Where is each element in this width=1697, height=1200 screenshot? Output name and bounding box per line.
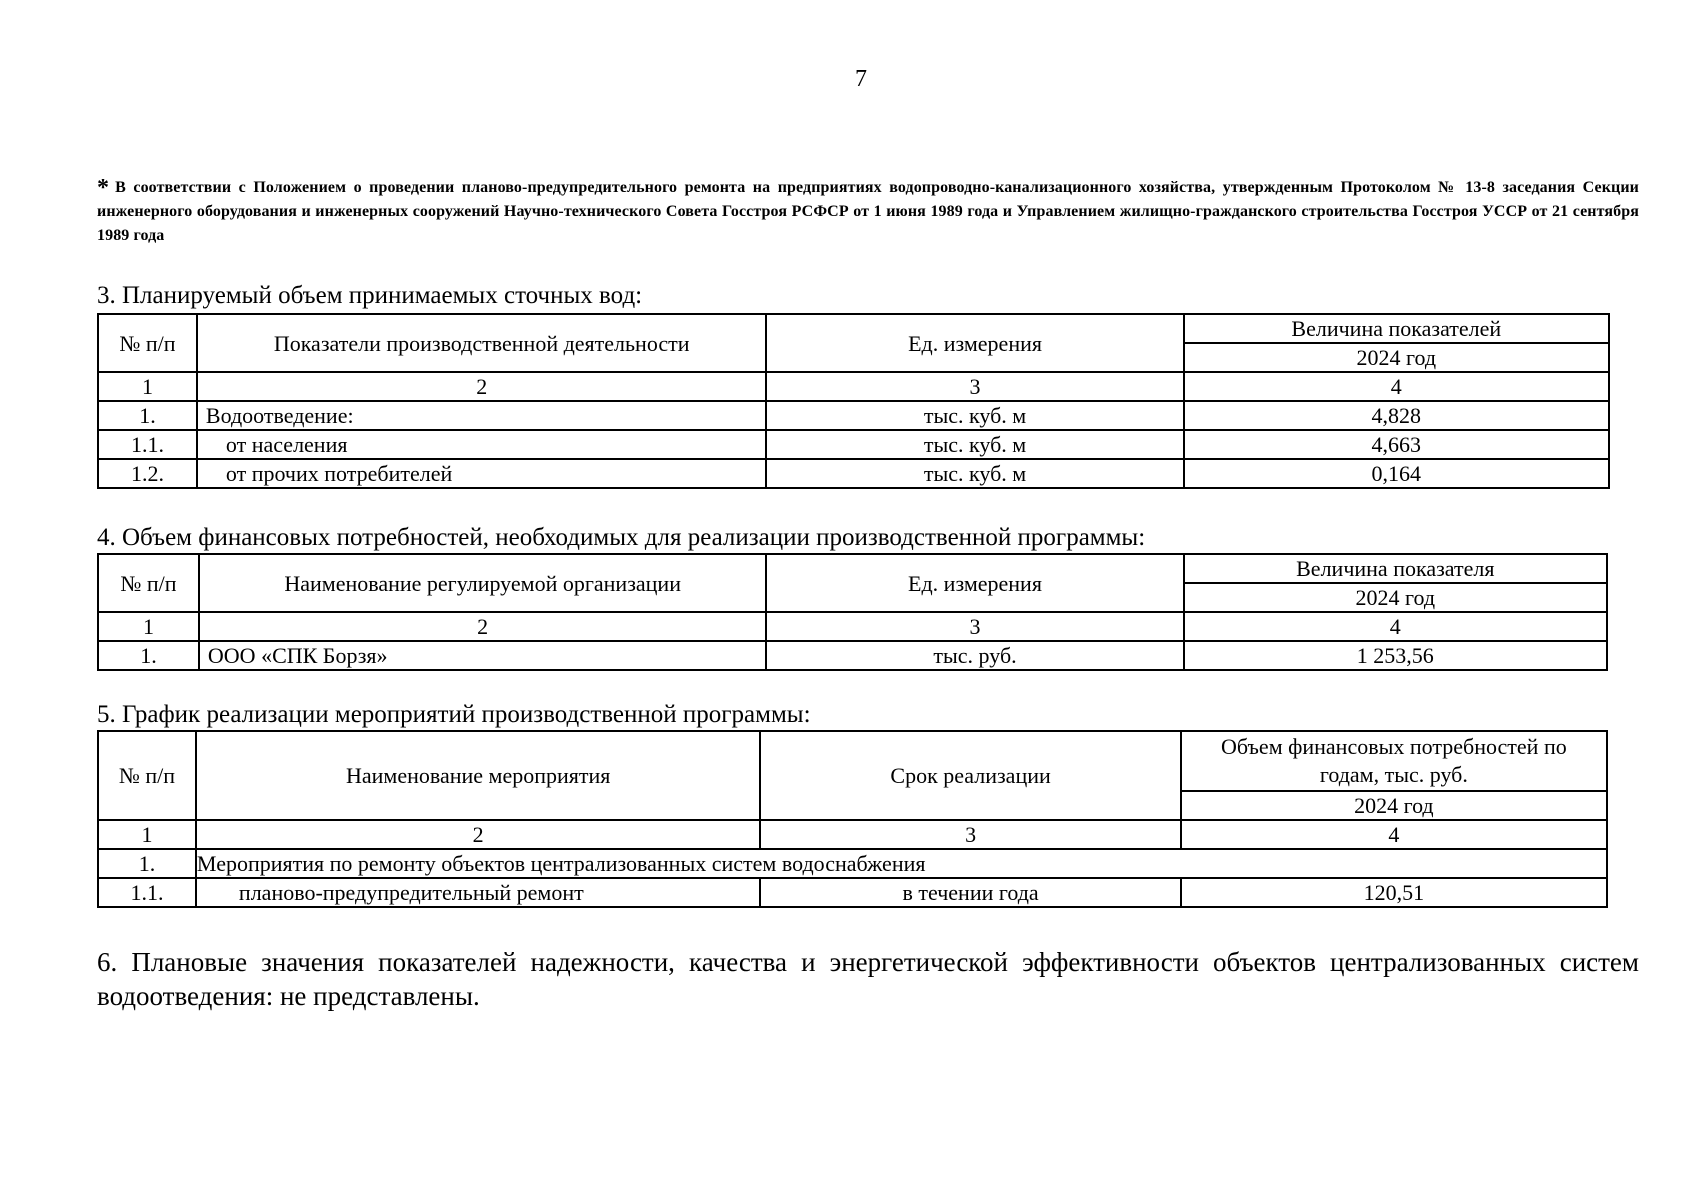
header-unit: Ед. измерения [766,554,1183,612]
header-num: № п/п [98,731,196,820]
col-number: 2 [196,820,761,849]
table-row [98,430,1609,459]
group-row-name: Мероприятия по ремонту объектов централизованных систем водоснабжения [196,849,1607,878]
section-4-heading: 4. Объем финансовых потребностей, необходимых для реализации производственной программы: [97,524,1146,551]
header-name: Наименование регулируемой организации [199,554,767,612]
footnote-asterisk: * [97,175,110,201]
col-number: 1 [98,820,196,849]
col-number: 3 [766,612,1183,641]
header-value: Объем финансовых потребностей по годам, тыс. руб. [1181,731,1607,791]
table-row [98,401,1609,430]
header-year: 2024 год [1184,583,1607,612]
table-row [98,459,1609,488]
row-num: 1. [98,401,197,430]
header-num: № п/п [98,314,197,372]
row-name: ООО «СПК Борзя» [199,641,767,670]
row-value: 4,663 [1184,430,1609,459]
col-number: 3 [760,820,1180,849]
col-number: 1 [98,612,199,641]
column-number-row [98,820,1607,849]
row-value: 1 253,56 [1184,641,1607,670]
header-value: Величина показателей [1184,314,1609,343]
row-num: 1. [98,849,196,878]
row-num: 1.2. [98,459,197,488]
col-number: 2 [199,612,767,641]
col-number: 1 [98,372,197,401]
column-number-row [98,372,1609,401]
row-num: 1.1. [98,430,197,459]
header-value: Величина показателя [1184,554,1607,583]
row-unit: тыс. куб. м [766,430,1183,459]
section-5-heading: 5. График реализации мероприятий производственной программы: [97,701,811,728]
row-name: от прочих потребителей [197,459,767,488]
table-header-row [98,554,1607,583]
col-number: 4 [1184,372,1609,401]
row-value: 4,828 [1184,401,1609,430]
table-row [98,641,1607,670]
wastewater-volume-table [97,313,1610,489]
row-num: 1.1. [98,878,196,907]
header-num: № п/п [98,554,199,612]
header-unit: Ед. измерения [766,314,1183,372]
header-name: Показатели производственной деятельности [197,314,767,372]
section-6-text: 6. Плановые значения показателей надежности, качества и энергетической эффективности объектов централизованных систем водоотведения: не представлены. [97,947,1639,1011]
col-number: 4 [1181,820,1607,849]
col-number: 2 [197,372,767,401]
section-3-heading: 3. Планируемый объем принимаемых сточных вод: [97,282,643,309]
financial-needs-table [97,553,1608,671]
col-number: 3 [766,372,1183,401]
row-unit: тыс. куб. м [766,459,1183,488]
footnote [97,176,1639,248]
row-unit: тыс. руб. [766,641,1183,670]
header-year: 2024 год [1181,791,1607,820]
row-value: 0,164 [1184,459,1609,488]
schedule-table [97,730,1608,908]
table-header-row [98,314,1609,343]
row-num: 1. [98,641,199,670]
row-name: от населения [197,430,767,459]
header-name: Наименование мероприятия [196,731,761,820]
table-row [98,878,1607,907]
header-year: 2024 год [1184,343,1609,372]
footnote-text: В соответствии с Положением о проведении планово-предупредительного ремонта на предприятиях водопроводно-канализационного хозяйства, утвержденным Протоколом № 13-8 заседания Секции инженерного оборудования и инженерных сооружений Научно-технического Совета Госстроя РСФСР от 1 июня 1989 года и Управлением жилищно-гражданского строительства Госстроя УССР от 21 сентября 1989 года [97,179,1639,244]
row-name: планово-предупредительный ремонт [196,878,761,907]
header-term: Срок реализации [760,731,1180,820]
row-term: в течении года [760,878,1180,907]
row-name: Водоотведение: [197,401,767,430]
row-unit: тыс. куб. м [766,401,1183,430]
row-value: 120,51 [1181,878,1607,907]
table-row [98,849,1607,878]
table-header-row [98,731,1607,791]
column-number-row [98,612,1607,641]
col-number: 4 [1184,612,1607,641]
page-number: 7 [855,66,867,92]
